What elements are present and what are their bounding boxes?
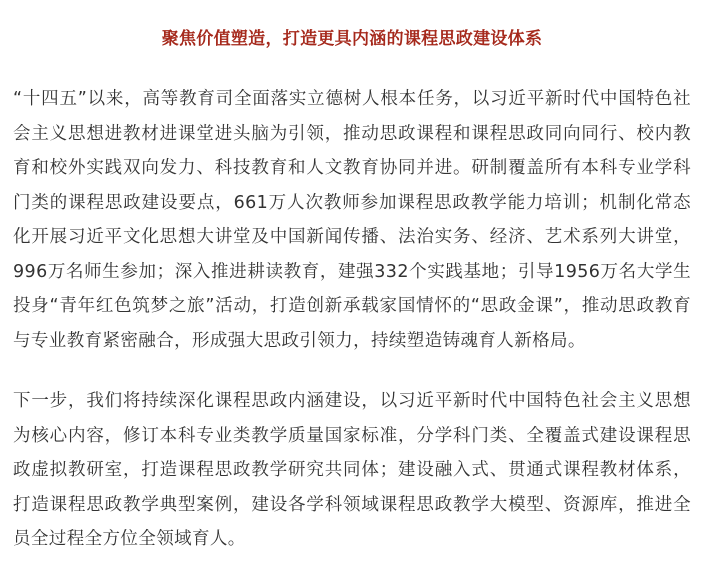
- section-heading: 聚焦价值塑造，打造更具内涵的课程思政建设体系: [161, 29, 543, 49]
- paragraph-next-steps: 下一步，我们将持续深化课程思政内涵建设，以习近平新时代中国特色社会主义思想为核心内容，修订本科专业类教学质量国家标准，分学科门类、全覆盖式建设课程思政虚拟教研室，打造课程思政教学研究共同体；建设融入式、贯通式课程教材体系，打造课程思政教学典型案例，建设各学科领域课程思政教学大模型、资源库，推进全员全过程全方位全领域育人。: [13, 391, 691, 549]
- paragraph-achievements: “十四五”以来，高等教育司全面落实立德树人根本任务，以习近平新时代中国特色社会主义思想进教材进课堂进头脑为引领，推动思政课程和课程思政同向同行、校内教育和校外实践双向发力、科技教育和人文教育协同并进。研制覆盖所有本科专业学科门类的课程思政建设要点，661万人次教师参加课程思政教学能力培训；机制化常态化开展习近平文化思想大讲堂及中国新闻传播、法治实务、经济、艺术系列大讲堂，996万名师生参加；深入推进耕读教育，建强332个实践基地；引导1956万名大学生投身“青年红色筑梦之旅”活动，打造创新承载家国情怀的“思政金课”，推动思政教育与专业教育紧密融合，形成强大思政引领力，持续塑造铸魂育人新格局。: [13, 89, 691, 351]
